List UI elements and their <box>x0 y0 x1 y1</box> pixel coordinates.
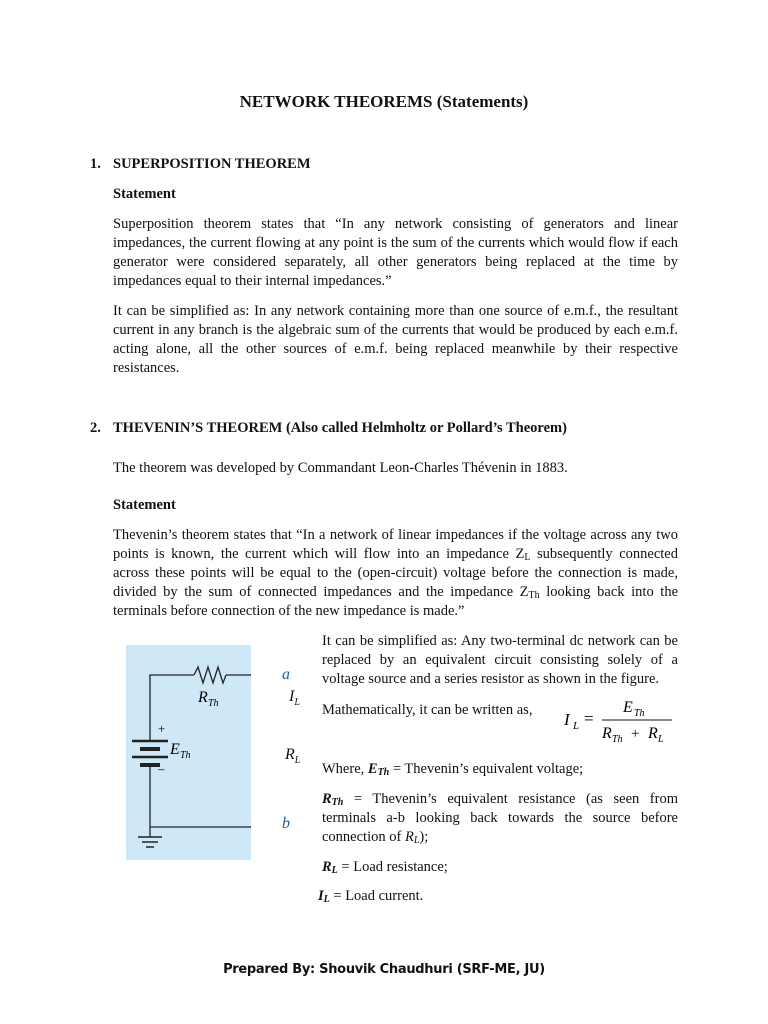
formula-den-b-sub: L <box>658 734 664 745</box>
terminal-b-label: b <box>282 815 290 832</box>
formula-den-a: R <box>602 725 612 742</box>
section-1-paragraph-1: Superposition theorem states that “In any network consisting of generators and linear impedances, the current flowing at any point is the sum of the currents which would flow if each generator were considered separately, all other generators being replaced at the time by impedances equal to their internal impedances.” <box>113 216 678 289</box>
simplified-paragraph: It can be simplified as: Any two-terminal dc network can be replaced by an equivalent circuit consisting solely of a voltage source and a series resistor as shown in the figure. <box>322 633 678 687</box>
math-intro: Mathematically, it can be written as, <box>322 702 533 718</box>
rth-label-sub: Th <box>208 698 219 709</box>
section-1-statement-label: Statement <box>113 186 176 202</box>
formula-den-b: R <box>648 725 658 742</box>
def-rl: $R_L$ = Load resistance; <box>322 859 448 876</box>
minus-sign: – <box>158 761 165 776</box>
section-1-number: 1. <box>90 156 101 172</box>
plus-sign: + <box>158 721 166 736</box>
formula-den-plus: + <box>631 726 640 742</box>
page-title: NETWORK THEOREMS (Statements) <box>239 92 529 111</box>
footer-credit: Prepared By: Shouvik Chaudhuri (SRF-ME, JU) <box>223 962 545 977</box>
section-2-title: THEVENIN’S THEOREM (Also called Helmholtz or Pollard’s Theorem) <box>113 420 567 436</box>
il-label: $I_L$ <box>289 688 300 709</box>
thevenin-formula <box>562 695 674 745</box>
rl-label: $R_L$ <box>285 746 301 767</box>
section-2-history: The theorem was developed by Commandant Leon-Charles Thévenin in 1883. <box>113 460 568 476</box>
formula-equals: = <box>584 709 594 728</box>
section-1-title: SUPERPOSITION THEOREM <box>113 156 311 172</box>
rth-label: R <box>198 689 208 706</box>
def-il: $I_L$ = Load current. <box>318 888 424 905</box>
def-rth: $R_{Th}$ = Thevenin’s equivalent resistance (as seen from terminals a-b looking back towards the source before connection of $R_L$); <box>322 791 678 846</box>
formula-numerator-sub: Th <box>634 708 645 719</box>
eth-label: E <box>170 741 180 758</box>
terminal-a-label: a <box>282 666 290 683</box>
section-2-statement-label: Statement <box>113 497 176 513</box>
formula-lhs: I <box>564 710 570 729</box>
thevenin-circuit-figure <box>126 645 251 860</box>
formula-den-a-sub: Th <box>612 734 623 745</box>
def-eth: Where, $E_{Th}$ = Thevenin’s equivalent voltage; <box>322 761 584 778</box>
thevenin-statement: Thevenin’s theorem states that “In a network of linear impedances if the voltage across any two points is known, the current which will flow into an impedance $Z_L$ subsequently connected across these points will be equal to the (open-circuit) voltage before the connection is made, divided by the sum of connected impedances and the impedance $Z_{Th}$ looking back into the terminals before connection of the new impedance is made.” <box>113 527 679 619</box>
formula-lhs-sub: L <box>573 720 580 732</box>
section-2-number: 2. <box>90 420 101 436</box>
section-1-paragraph-2: It can be simplified as: In any network containing more than one source of e.m.f., the resultant current in any branch is the algebraic sum of the currents that would be produced by each e.m.f. acting alone, all the other sources of e.m.f. being replaced meanwhile by their respective resistances. <box>113 303 678 376</box>
eth-label-sub: Th <box>180 750 191 761</box>
formula-numerator: E <box>623 699 633 716</box>
